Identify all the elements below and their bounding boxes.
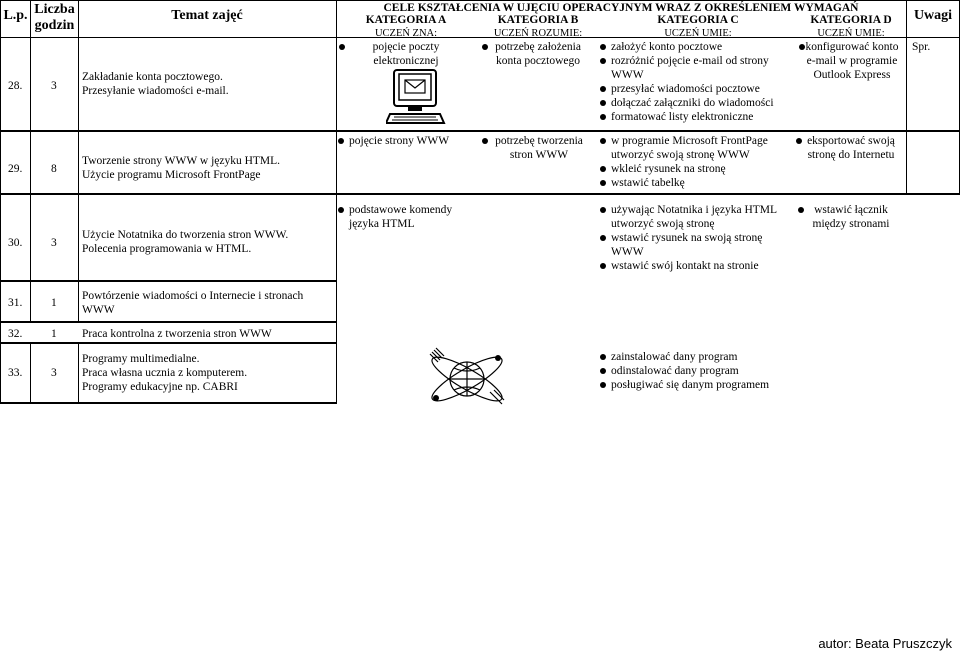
row-28-category-a: pojęcie poczty elektronicznej <box>336 40 476 68</box>
row-29-number: 29. <box>8 163 23 175</box>
row-30-category-a: podstawowe komendy języka HTML <box>338 203 476 231</box>
atom-globe-clipart-icon <box>424 346 510 408</box>
row-33-number: 33. <box>8 367 23 379</box>
header-topic: Temat zajęć <box>171 8 243 23</box>
row-32-hours: 1 <box>51 328 57 340</box>
computer-clipart-icon <box>386 68 448 126</box>
author-credit: autor: Beata Pruszczyk <box>818 636 952 651</box>
row-33-topic: Programy multimedialne. Praca własna ucznia z komputerem. Programy edukacyjne np. CABRI <box>82 353 248 393</box>
row-32-number: 32. <box>8 328 23 340</box>
category-a-header: KATEGORIA A UCZEŃ ZNA: <box>365 14 447 39</box>
row-28-category-c: założyć konto pocztowe rozróżnić pojęcie e-mail od strony WWW przesyłać wiadomości pocztowe dołączać załączniki do wiadomości formatować listy elektroniczne <box>600 40 796 124</box>
header-remarks: Uwagi <box>913 8 953 23</box>
row-29-topic: Tworzenie strony WWW w języku HTML. Użycie programu Microsoft FrontPage <box>82 155 281 181</box>
row-33-category-c: zainstalować dany program odinstalować dany program posługiwać się danym programem <box>600 350 796 392</box>
row-30-category-c: używając Notatnika i języka HTML utworzyć swoją stronę wstawić rysunek na swoją stronę WWW wstawić swój kontakt na stronie <box>600 203 796 273</box>
header-lp: L.p. <box>3 8 28 23</box>
row-30-number: 30. <box>8 237 23 249</box>
header-hours: Liczba godzin <box>34 2 75 33</box>
row-33-hours: 3 <box>51 367 57 379</box>
row-30-hours: 3 <box>51 237 57 249</box>
row-32-topic: Praca kontrolna z tworzenia stron WWW <box>82 328 272 340</box>
header-goals-title: CELE KSZTAŁCENIA W UJĘCIU OPERACYJNYM WRAZ Z OKREŚLENIEM WYMAGAŃ <box>383 2 859 14</box>
row-29-category-d: eksportować swoją stronę do Internetu <box>796 134 906 162</box>
row-30-category-d: wstawić łącznik między stronami <box>796 203 906 231</box>
row-29-category-b: potrzebę tworzenia stron WWW <box>478 134 600 162</box>
row-29-category-c: w programie Microsoft FrontPage utworzyć swoją stronę WWW wkleić rysunek na stronę wstawić tabelkę <box>600 134 796 190</box>
row-28-number: 28. <box>8 80 23 92</box>
row-28-topic: Zakładanie konta pocztowego. Przesyłanie wiadomości e-mail. <box>82 71 229 97</box>
row-28-remarks: Spr. <box>912 41 931 53</box>
row-31-number: 31. <box>8 297 23 309</box>
row-29-category-a: pojęcie strony WWW <box>338 134 476 148</box>
row-28-hours: 3 <box>51 80 57 92</box>
row-28-category-d: konfigurować konto e-mail w programie Outlook Express <box>799 40 905 82</box>
category-c-header: KATEGORIA C UCZEŃ UMIE: <box>657 14 739 39</box>
row-29-hours: 8 <box>51 163 57 175</box>
category-b-header: KATEGORIA B UCZEŃ ROZUMIE: <box>493 14 583 39</box>
row-31-topic: Powtórzenie wiadomości o Internecie i stronach WWW <box>82 290 304 316</box>
category-d-header: KATEGORIA D UCZEŃ UMIE: <box>810 14 892 39</box>
row-30-topic: Użycie Notatnika do tworzenia stron WWW. Polecenia programowania w HTML. <box>82 229 289 255</box>
row-31-hours: 1 <box>51 297 57 309</box>
row-28-category-b: potrzebę założenia konta pocztowego <box>476 40 600 68</box>
